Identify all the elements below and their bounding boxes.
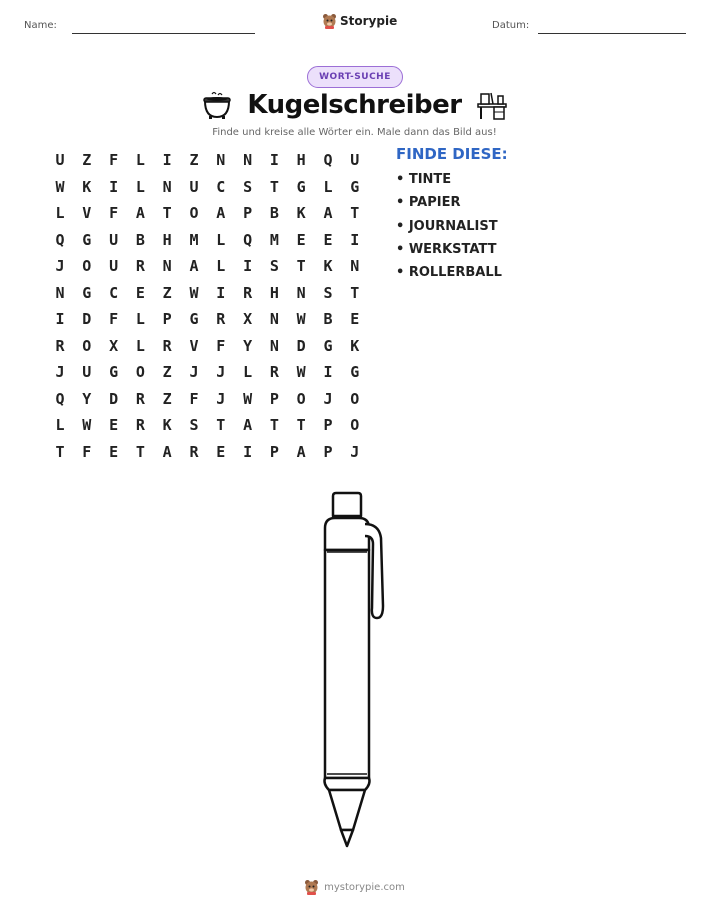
grid-letter[interactable]: E (109, 416, 119, 434)
grid-letter[interactable]: D (296, 336, 306, 355)
grid-letter[interactable]: R (135, 416, 145, 434)
grid-letter[interactable]: O (350, 389, 360, 408)
grid-letter[interactable]: J (350, 442, 360, 461)
grid-letter[interactable]: A (162, 442, 172, 461)
grid-letter[interactable]: M (269, 230, 279, 249)
title-row (0, 90, 709, 120)
grid-letter[interactable]: C (109, 283, 119, 302)
grid-letter[interactable]: Z (82, 151, 92, 169)
grid-letter[interactable]: N (296, 283, 306, 302)
grid-letter[interactable]: R (55, 336, 65, 355)
grid-letter[interactable]: S (269, 257, 279, 275)
grid-letter[interactable]: N (162, 257, 172, 275)
grid-letter[interactable]: I (55, 310, 65, 328)
grid-letter[interactable]: E (323, 230, 333, 249)
grid-letter[interactable]: T (216, 416, 226, 434)
grid-letter[interactable]: J (216, 389, 226, 408)
grid-letter[interactable]: K (162, 416, 172, 434)
grid-letter[interactable]: Z (162, 363, 172, 381)
page-title: Kugelschreiber (247, 90, 462, 120)
grid-letter[interactable]: T (269, 177, 279, 196)
grid-letter[interactable]: K (82, 177, 92, 196)
grid-letter[interactable]: P (162, 310, 172, 328)
grid-letter[interactable]: L (55, 204, 65, 222)
grid-letter[interactable]: L (323, 177, 333, 196)
grid-letter[interactable]: T (350, 204, 360, 222)
grid-letter[interactable]: K (323, 257, 333, 275)
grid-letter[interactable]: E (109, 442, 119, 461)
grid-letter[interactable]: T (269, 416, 279, 434)
grid-letter[interactable]: F (109, 204, 119, 222)
grid-letter[interactable]: W (296, 363, 306, 381)
word-search-badge: WORT-SUCHE (307, 66, 403, 88)
grid-letter[interactable]: U (109, 257, 119, 275)
grid-letter[interactable]: Q (55, 389, 65, 408)
grid-letter[interactable]: O (135, 363, 145, 381)
grid-letter[interactable]: L (135, 310, 145, 328)
grid-letter[interactable]: L (135, 151, 145, 169)
grid-letter[interactable]: A (189, 257, 199, 275)
grid-letter[interactable]: H (162, 230, 172, 249)
grid-letter[interactable]: O (296, 389, 306, 408)
grid-letter[interactable]: Q (55, 230, 65, 249)
word-list-item: • WERKSTATT (396, 242, 497, 257)
grid-letter[interactable]: A (216, 204, 226, 222)
grid-letter[interactable]: W (296, 310, 306, 328)
grid-letter[interactable]: U (109, 230, 119, 249)
grid-letter[interactable]: R (216, 310, 226, 328)
date-line (538, 33, 686, 34)
grid-letter[interactable]: H (269, 283, 279, 302)
storypie-logo-icon (322, 13, 337, 29)
grid-letter[interactable]: L (216, 257, 226, 275)
grid-letter[interactable]: I (109, 177, 119, 196)
grid-letter[interactable]: F (82, 442, 92, 461)
grid-letter[interactable]: V (82, 204, 92, 222)
grid-letter[interactable]: Q (243, 230, 253, 249)
grid-letter[interactable]: A (243, 416, 253, 434)
cauldron-icon (201, 90, 233, 120)
grid-letter[interactable]: B (323, 310, 333, 328)
grid-letter[interactable]: R (243, 283, 253, 302)
grid-letter[interactable]: F (189, 389, 199, 408)
grid-letter[interactable]: T (350, 283, 360, 302)
grid-letter[interactable]: R (135, 389, 145, 408)
grid-letter[interactable]: T (296, 257, 306, 275)
word-list-item: • JOURNALIST (396, 219, 498, 234)
grid-letter[interactable]: A (323, 204, 333, 222)
grid-letter[interactable]: J (216, 363, 226, 381)
grid-letter[interactable]: I (350, 230, 360, 249)
grid-letter[interactable]: N (55, 283, 65, 302)
brand-name: Storypie (340, 14, 398, 28)
footer (0, 879, 709, 895)
grid-letter[interactable]: T (162, 204, 172, 222)
grid-letter[interactable]: I (243, 442, 253, 461)
instructions: Finde und kreise alle Wörter ein. Male dann das Bild aus! (212, 127, 497, 138)
grid-letter[interactable]: T (55, 442, 65, 461)
grid-letter[interactable]: S (189, 416, 199, 434)
grid-letter[interactable]: A (135, 204, 145, 222)
grid-letter[interactable]: R (162, 336, 172, 355)
grid-letter[interactable]: H (296, 151, 306, 169)
grid-letter[interactable]: L (243, 363, 253, 381)
grid-letter[interactable]: E (350, 310, 360, 328)
grid-letter[interactable]: I (162, 151, 172, 169)
grid-letter[interactable]: P (269, 442, 279, 461)
word-list-item: • ROLLERBALL (396, 265, 502, 280)
grid-letter[interactable]: R (189, 442, 199, 461)
grid-letter[interactable]: W (189, 283, 199, 302)
pen-illustration (315, 488, 395, 850)
grid-letter[interactable]: F (109, 151, 119, 169)
grid-letter[interactable]: S (323, 283, 333, 302)
grid-letter[interactable]: F (109, 310, 119, 328)
grid-letter[interactable]: Z (189, 151, 199, 169)
grid-letter[interactable]: X (243, 310, 253, 328)
grid-letter[interactable]: P (269, 389, 279, 408)
grid-letter[interactable]: N (269, 336, 279, 355)
grid-letter[interactable]: D (109, 389, 119, 408)
name-label: Name: (24, 20, 57, 31)
grid-letter[interactable]: I (323, 363, 333, 381)
grid-letter[interactable]: W (82, 416, 92, 434)
grid-letter[interactable]: Z (162, 283, 172, 302)
grid-letter[interactable]: K (350, 336, 360, 355)
grid-letter[interactable]: U (189, 177, 199, 196)
grid-letter[interactable]: O (189, 204, 199, 222)
grid-letter[interactable]: G (350, 363, 360, 381)
grid-letter[interactable]: K (296, 204, 306, 222)
grid-letter[interactable]: L (55, 416, 65, 434)
date-label: Datum: (492, 20, 530, 31)
grid-letter[interactable]: U (55, 151, 65, 169)
grid-letter[interactable]: F (216, 336, 226, 355)
grid-letter[interactable]: I (216, 283, 226, 302)
grid-letter[interactable]: N (269, 310, 279, 328)
grid-letter[interactable]: P (323, 416, 333, 434)
grid-letter[interactable]: J (189, 363, 199, 381)
grid-letter[interactable]: L (216, 230, 226, 249)
grid-letter[interactable]: M (189, 230, 199, 249)
grid-letter[interactable]: N (216, 151, 226, 169)
grid-letter[interactable]: B (135, 230, 145, 249)
grid-letter[interactable]: N (243, 151, 253, 169)
grid-letter[interactable]: G (82, 230, 92, 249)
grid-letter[interactable]: A (296, 442, 306, 461)
grid-letter[interactable]: G (296, 177, 306, 196)
word-list-item: • PAPIER (396, 195, 461, 210)
grid-letter[interactable]: C (216, 177, 226, 196)
grid-letter[interactable]: V (189, 336, 199, 355)
grid-letter[interactable]: P (323, 442, 333, 461)
brand (322, 13, 397, 29)
grid-letter[interactable]: O (82, 336, 92, 355)
grid-letter[interactable]: N (350, 257, 360, 275)
grid-letter[interactable]: L (135, 336, 145, 355)
grid-letter[interactable]: U (82, 363, 92, 381)
grid-letter[interactable]: N (162, 177, 172, 196)
desk-icon (476, 90, 508, 120)
grid-letter[interactable]: I (243, 257, 253, 275)
grid-letter[interactable]: Z (162, 389, 172, 408)
grid-letter[interactable]: Y (82, 389, 92, 408)
grid-letter[interactable]: I (269, 151, 279, 169)
grid-letter[interactable]: W (243, 389, 253, 408)
grid-letter[interactable]: T (296, 416, 306, 434)
grid-letter[interactable]: E (216, 442, 226, 461)
word-list-item: • TINTE (396, 172, 452, 187)
grid-letter[interactable]: G (189, 310, 199, 328)
grid-letter[interactable]: U (350, 151, 360, 169)
grid-letter[interactable]: O (350, 416, 360, 434)
grid-letter[interactable]: E (135, 283, 145, 302)
grid-letter[interactable]: R (269, 363, 279, 381)
grid-letter[interactable]: J (323, 389, 333, 408)
grid-letter[interactable]: T (135, 442, 145, 461)
grid-letter[interactable]: J (55, 257, 65, 275)
name-line (72, 33, 255, 34)
grid-letter[interactable]: G (323, 336, 333, 355)
grid-letter[interactable]: B (269, 204, 279, 222)
grid-letter[interactable]: E (296, 230, 306, 249)
grid-letter[interactable]: J (55, 363, 65, 381)
grid-letter[interactable]: X (109, 336, 119, 355)
storypie-logo-icon (304, 879, 319, 895)
grid-letter[interactable]: G (350, 177, 360, 196)
grid-letter[interactable]: Q (323, 151, 333, 169)
grid-letter[interactable]: G (82, 283, 92, 302)
word-list-title: FINDE DIESE: (396, 145, 508, 163)
grid-letter[interactable]: R (135, 257, 145, 275)
footer-url: mystorypie.com (324, 881, 405, 893)
grid-letter[interactable]: D (82, 310, 92, 328)
grid-letter[interactable]: S (243, 177, 253, 196)
grid-letter[interactable]: O (82, 257, 92, 275)
grid-letter[interactable]: Y (243, 336, 253, 355)
grid-letter[interactable]: L (135, 177, 145, 196)
grid-letter[interactable]: G (109, 363, 119, 381)
grid-letter[interactable]: P (243, 204, 253, 222)
grid-letter[interactable]: W (55, 177, 65, 196)
